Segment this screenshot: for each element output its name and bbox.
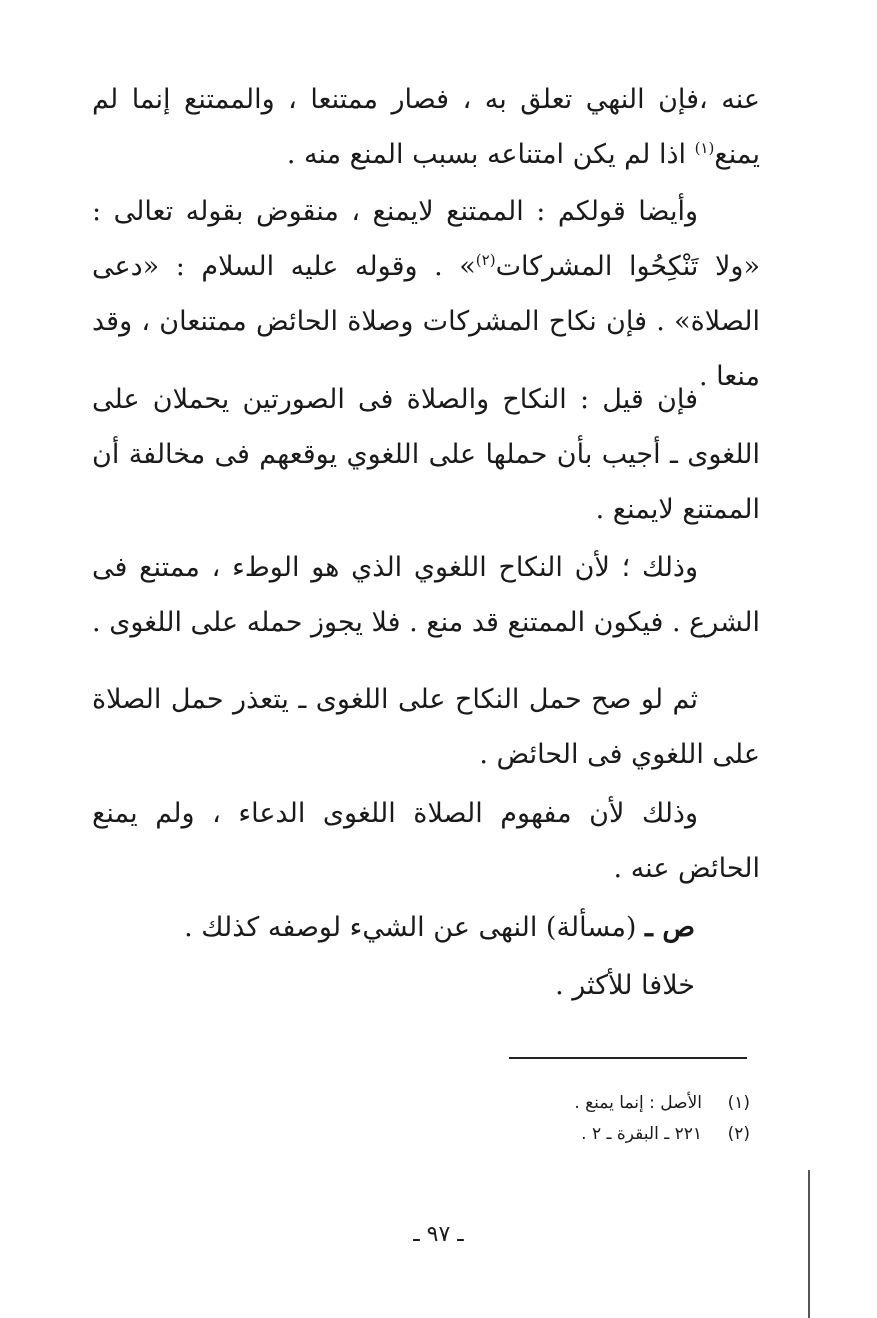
footnote-2 — [420, 1119, 750, 1149]
heading-text: (مسألة) النهى عن الشيء لوصفه كذلك . — [184, 912, 646, 943]
paragraph-2-text-b: » . وقوله عليه السلام : «دعى الصلاة» . فإن نكاح المشركات وصلاة الحائض ممتنعان ، وقد منعا . — [92, 251, 760, 392]
footnote-ref-2: (٢) — [475, 251, 496, 269]
heading-marker: ص ـ — [645, 912, 695, 943]
paragraph-2 — [92, 184, 760, 404]
footnote-1 — [420, 1088, 750, 1118]
paragraph-3 — [92, 372, 760, 537]
subline: خلافا للأكثر . — [555, 970, 695, 1001]
footnote-1-number: (١) — [727, 1093, 750, 1113]
paragraph-4 — [92, 540, 760, 650]
paragraph-5-text: ثم لو صح حمل النكاح على اللغوى ـ يتعذر حمل الصلاة على اللغوي فى الحائض . — [92, 684, 760, 770]
footnote-ref-1: (١) — [694, 139, 715, 157]
section-heading — [184, 900, 695, 955]
footnote-2-text: ٢٢١ ـ البقرة ـ ٢ . — [581, 1124, 702, 1144]
paragraph-1-text-b: اذا لم يكن امتناعه بسبب المنع منه . — [286, 139, 695, 170]
paragraph-4-text: وذلك ؛ لأن النكاح اللغوي الذي هو الوطء ، ممتنع فى الشرع . فيكون الممتنع قد منع . فلا يجوز حمله على اللغوى . — [92, 552, 760, 638]
footnote-1-text: الأصل : إنما يمنع . — [574, 1093, 702, 1113]
paragraph-1-text-a: عنه ،فإن النهي تعلق به ، فصار ممتنعا ، والممتنع إنما لم يمنع — [92, 84, 760, 170]
paragraph-6-text: وذلك لأن مفهوم الصلاة اللغوى الدعاء ، ولم يمنع الحائض عنه . — [92, 798, 760, 884]
paragraph-3-text: فإن قيل : النكاح والصلاة فى الصورتين يحملان على اللغوى ـ أجيب بأن حملها على اللغوي يوقعهم فى مخالفة أن الممتنع لايمنع . — [92, 384, 760, 525]
paragraph-1 — [92, 72, 760, 182]
paragraph-2-text-a: وأيضا قولكم : الممتنع لايمنع ، منقوض بقوله تعالى : «ولا تَنْكِحُوا المشركات — [92, 196, 760, 282]
page-number: ـ ٩٧ ـ — [413, 1222, 464, 1247]
paragraph-6 — [92, 786, 760, 896]
footnote-2-number: (٢) — [727, 1124, 750, 1144]
footnote-separator — [509, 1057, 747, 1059]
paragraph-5 — [92, 672, 760, 782]
